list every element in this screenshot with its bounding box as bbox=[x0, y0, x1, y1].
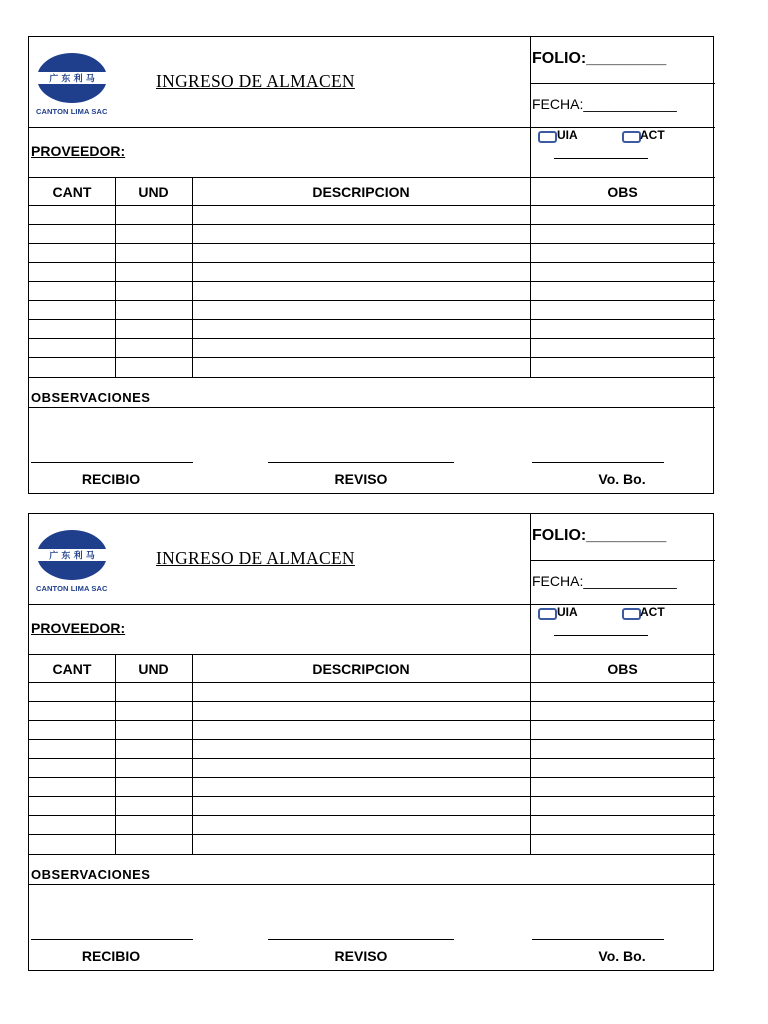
signature-line-reviso bbox=[268, 462, 454, 463]
folio-field[interactable]: FOLIO:_________ bbox=[532, 527, 667, 544]
column-header-descripcion: DESCRIPCION bbox=[312, 661, 410, 677]
guia-label: UIA bbox=[557, 605, 578, 619]
warehouse-entry-form-2 bbox=[28, 513, 714, 971]
document-title: INGRESO DE ALMACEN bbox=[156, 71, 355, 91]
logo-caption: CANTON LIMA SAC bbox=[36, 584, 108, 593]
signature-label-recibio: RECIBIO bbox=[81, 948, 141, 964]
signature-label-recibio: RECIBIO bbox=[81, 471, 141, 487]
signature-label-reviso: REVISO bbox=[334, 948, 388, 964]
guia-checkbox[interactable] bbox=[538, 608, 557, 620]
column-header-obs: OBS bbox=[607, 184, 638, 200]
signature-line-recibio bbox=[31, 462, 193, 463]
signature-line-vobo bbox=[532, 939, 664, 940]
column-header-und: UND bbox=[138, 661, 169, 677]
guia-checkbox[interactable] bbox=[538, 131, 557, 143]
signature-label-vobo: Vo. Bo. bbox=[598, 948, 646, 964]
signature-line-reviso bbox=[268, 939, 454, 940]
fact-checkbox[interactable] bbox=[622, 608, 641, 620]
column-header-descripcion: DESCRIPCION bbox=[312, 184, 410, 200]
document-number-line bbox=[554, 635, 648, 636]
column-header-und: UND bbox=[138, 184, 169, 200]
fact-label: ACT bbox=[640, 128, 665, 142]
proveedor-label: PROVEEDOR: bbox=[31, 143, 126, 159]
fact-label: ACT bbox=[640, 605, 665, 619]
fact-checkbox[interactable] bbox=[622, 131, 641, 143]
observaciones-label: OBSERVACIONES bbox=[31, 390, 151, 405]
column-header-cant: CANT bbox=[52, 661, 92, 677]
warehouse-entry-form-1 bbox=[28, 36, 714, 494]
canton-lima-logo-icon bbox=[37, 53, 107, 103]
guia-label: UIA bbox=[557, 128, 578, 142]
folio-field[interactable]: FOLIO:_________ bbox=[532, 50, 667, 67]
column-header-obs: OBS bbox=[607, 661, 638, 677]
signature-label-vobo: Vo. Bo. bbox=[598, 471, 646, 487]
signature-label-reviso: REVISO bbox=[334, 471, 388, 487]
document-title: INGRESO DE ALMACEN bbox=[156, 548, 355, 568]
observaciones-label: OBSERVACIONES bbox=[31, 867, 151, 882]
signature-line-vobo bbox=[532, 462, 664, 463]
canton-lima-logo-icon bbox=[37, 530, 107, 580]
document-number-line bbox=[554, 158, 648, 159]
proveedor-label: PROVEEDOR: bbox=[31, 620, 126, 636]
column-header-cant: CANT bbox=[52, 184, 92, 200]
logo-caption: CANTON LIMA SAC bbox=[36, 107, 108, 116]
signature-line-recibio bbox=[31, 939, 193, 940]
fecha-field[interactable]: FECHA:____________ bbox=[532, 573, 677, 589]
logo-chinese-text: 广 东 利 马 bbox=[49, 74, 95, 85]
logo-chinese-text: 广 东 利 马 bbox=[49, 551, 95, 562]
fecha-field[interactable]: FECHA:____________ bbox=[532, 96, 677, 112]
